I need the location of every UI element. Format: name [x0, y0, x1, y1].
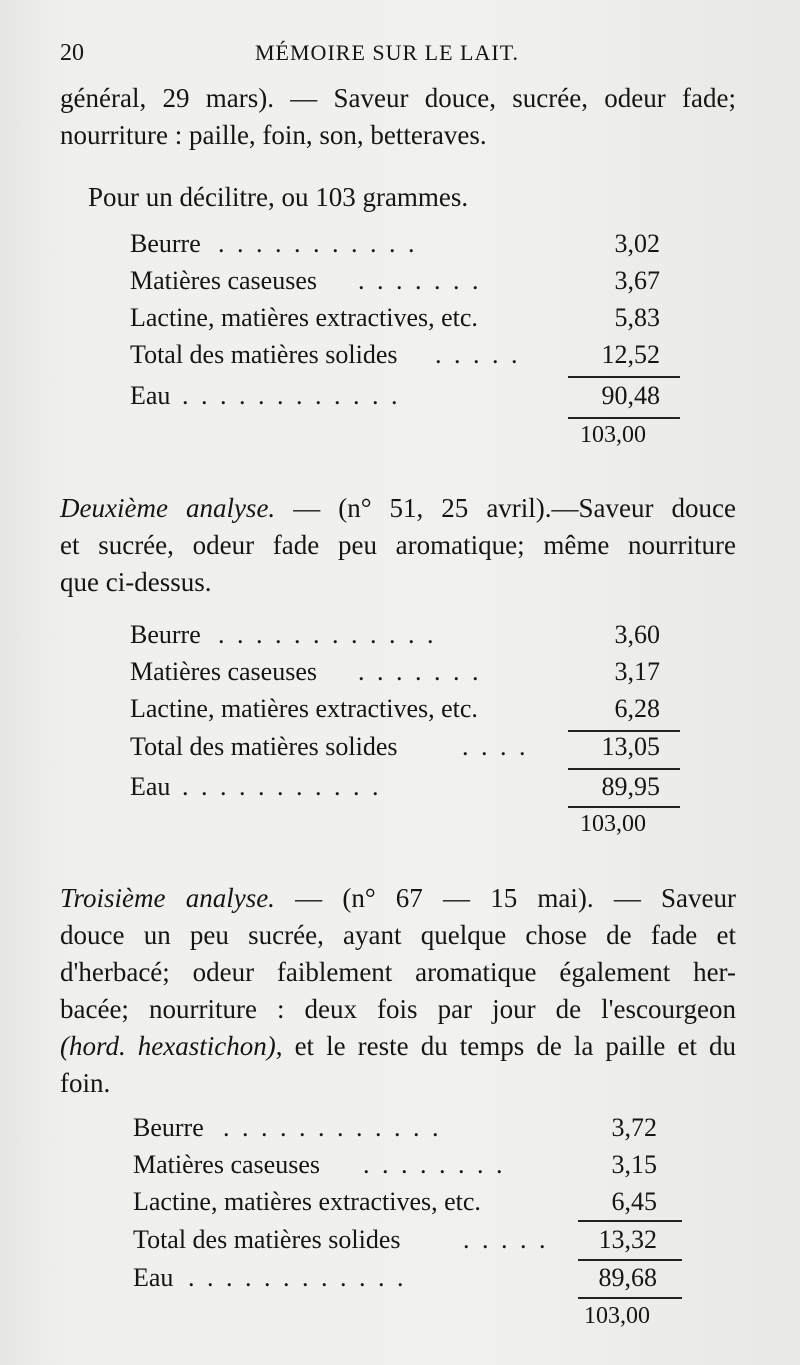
row-value: 3,60 [614, 620, 660, 649]
total-rule [568, 806, 680, 808]
row-value: 3,15 [611, 1150, 657, 1179]
table-row [133, 1263, 657, 1299]
leader-dots: . . . . . . . [358, 266, 482, 295]
row-value: 13,05 [601, 732, 660, 761]
row-label: Eau [130, 772, 171, 801]
sum-rule [568, 768, 680, 770]
table-row [133, 1113, 657, 1149]
total-value: 103,00 [580, 811, 646, 837]
sample-heading: Pour un décilitre, ou 103 grammes. [88, 182, 469, 212]
table-row [130, 694, 660, 730]
sum-rule [578, 1259, 682, 1261]
total-rule [578, 1297, 682, 1299]
text-line [60, 1028, 736, 1065]
latin-name: (hord. hexastichon) [60, 1031, 276, 1061]
analysis-2-paragraph [60, 490, 736, 601]
page-number: 20 [60, 40, 84, 66]
text-line [60, 490, 736, 527]
table-row [130, 340, 660, 376]
text-line: foin. [60, 1068, 111, 1098]
row-value: 5,83 [614, 303, 660, 332]
row-label: Matières caseuses [130, 657, 317, 686]
sum-rule [568, 376, 680, 378]
table-row [130, 732, 660, 768]
row-label: Beurre [133, 1113, 204, 1142]
total-value: 103,00 [584, 1303, 650, 1329]
row-label: Beurre [130, 620, 201, 649]
text-line: douce un peu sucrée, ayant quelque chose de fade et [60, 920, 736, 950]
row-label: Total des matières solides [133, 1225, 401, 1254]
table-row [130, 303, 660, 339]
row-value: 13,32 [598, 1225, 657, 1254]
text-line: général, 29 mars). — Saveur douce, sucrée, odeur fade; [60, 83, 736, 113]
leader-dots: . . . . . . . [358, 657, 482, 686]
leader-dots: . . . . . . . . . . . . [188, 1263, 407, 1292]
sum-rule [578, 1220, 682, 1222]
leader-dots: . . . . . [463, 1225, 549, 1254]
row-value: 3,72 [611, 1113, 657, 1142]
table-row [133, 1150, 657, 1186]
table-row [130, 772, 660, 808]
table-row [130, 620, 660, 656]
intro-paragraph [60, 80, 736, 154]
row-value: 89,68 [598, 1263, 657, 1292]
row-label: Matières caseuses [133, 1150, 320, 1179]
row-label: Beurre [130, 229, 201, 258]
row-value: 6,45 [611, 1187, 657, 1216]
text-line: que ci-dessus. [60, 567, 212, 597]
row-label: Matières caseuses [130, 266, 317, 295]
total-value: 103,00 [580, 422, 646, 448]
leader-dots: . . . . . . . . . . . [182, 772, 382, 801]
row-label: Total des matières solides [130, 340, 398, 369]
table-row [130, 266, 660, 302]
row-label: Total des matières solides [130, 732, 398, 761]
table-row [133, 1225, 657, 1261]
row-label: Eau [130, 381, 171, 410]
table-row [130, 229, 660, 265]
text-line: d'herbacé; odeur faiblement aromatique également her- [60, 957, 736, 987]
row-label: Lactine, matières extractives, etc. [130, 303, 478, 332]
row-value: 3,17 [614, 657, 660, 686]
text-line: nourriture : paille, foin, son, betteraves. [60, 120, 487, 150]
row-label: Lactine, matières extractives, etc. [130, 694, 478, 723]
text-fragment: , et le reste du temps de la paille et du [275, 1031, 736, 1061]
row-value: 90,48 [601, 381, 660, 410]
leader-dots: . . . . [462, 732, 529, 761]
table-row [130, 381, 660, 417]
total-rule [568, 417, 680, 419]
row-value: 12,52 [601, 340, 660, 369]
analysis-3-paragraph [60, 880, 736, 1102]
analysis-3-title: Troisième analyse. [60, 883, 275, 913]
row-value: 6,28 [614, 694, 660, 723]
table-row [133, 1187, 657, 1223]
row-label: Eau [133, 1263, 174, 1292]
leader-dots: . . . . . . . . [363, 1150, 506, 1179]
text-line [60, 880, 736, 917]
leader-dots: . . . . . [435, 340, 521, 369]
row-value: 3,02 [614, 229, 660, 258]
leader-dots: . . . . . . . . . . . . [218, 620, 437, 649]
text-fragment: — (n° 67 — 15 mai). — Saveur [274, 883, 736, 913]
leader-dots: . . . . . . . . . . . [218, 229, 418, 258]
table-row [130, 657, 660, 693]
text-line: et sucrée, odeur fade peu aromatique; même nourriture [60, 530, 736, 560]
leader-dots: . . . . . . . . . . . . [182, 381, 401, 410]
analysis-2-title: Deuxième analyse. [60, 493, 276, 523]
row-label: Lactine, matières extractives, etc. [133, 1187, 481, 1216]
row-value: 3,67 [614, 266, 660, 295]
running-title: MÉMOIRE SUR LE LAIT. [255, 40, 520, 65]
leader-dots: . . . . . . . . . . . . [223, 1113, 442, 1142]
text-line: bacée; nourriture : deux fois par jour de l'escourgeon [60, 994, 736, 1024]
row-value: 89,95 [601, 772, 660, 801]
text-fragment: — (n° 51, 25 avril).—Saveur douce [275, 493, 736, 523]
